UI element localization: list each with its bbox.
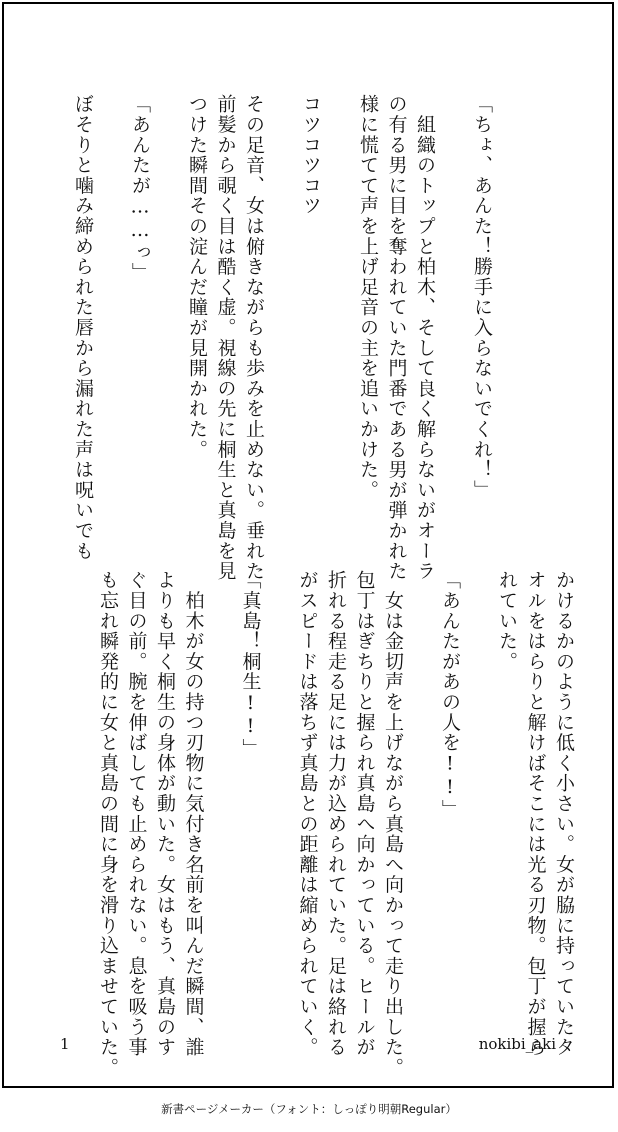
text-line: れていた。 [496,570,518,672]
text-line: の有る男に目を奪われていた門番である男が弾かれた [385,94,408,582]
text-line: オルをはらりと解けばそこには光る刃物。包丁が握ら [524,570,547,1058]
text-line: よりも早く桐生の身体が動いた。女はもう、真島のす [154,570,176,1058]
text-line: ぐ目の前。腕を伸ばしても止められない。息を吸う事 [125,570,148,1058]
text-line: 「真島！桐生!!」 [239,570,262,759]
text-line: 包丁はぎちりと握られ真島へ向かっている。ヒールが [353,570,376,1058]
footer-credit: 新書ページメーカー（フォント：しっぽり明朝Regular） [161,1102,457,1116]
text-line: その足音、女は俯きながらも歩みを止めない。垂れた [243,94,265,582]
blank-line [208,570,237,1004]
blank-line [97,94,126,528]
upper-text-block [54,94,496,582]
blank-line [268,94,297,528]
text-line: ぼそりと噛み締められた唇から漏れた声は呪いでも [72,94,94,561]
blank-line [154,94,183,528]
blank-line [265,570,294,1004]
text-line: 女は金切声を上げながら真島へ向かって走り出した。 [382,570,404,1078]
text-line: も忘れ瞬発的に女と真島の間に身を滑り込ませていた。 [97,570,119,1078]
blank-line [439,94,468,528]
text-line: 前髪から覗く目は酷く虚。視線の先に桐生と真島を見 [214,94,237,582]
text-line: 「あんたがあの人を!!」 [439,570,461,820]
page-number: 1 [60,1035,70,1053]
text-line: かけるかのように低く小さい。女が脇に持っていたタ [553,570,575,1058]
author-name: nokibi_aki [478,1035,556,1053]
blank-line [407,570,436,1004]
text-line: 「あんたが……っ」 [129,94,151,283]
text-line: 組織のトップと柏木、そして良く解らないがオーラ [414,94,436,582]
blank-line [325,94,354,528]
text-line: 様に慌てて声を上げ足音の主を追いかけた。 [357,94,379,500]
text-line: コツコツコツ [300,94,322,216]
text-line: 「ちょ、あんた！勝手に入らないでくれ！」 [471,94,493,500]
text-line: がスピードは落ちず真島との距離は縮められていく。 [296,570,319,1058]
blank-line [464,570,493,1004]
text-line: つけた瞬間その淀んだ瞳が見開かれた。 [186,94,208,460]
text-line: 柏木が女の持つ刃物に気付き名前を叫んだ瞬間、誰 [182,570,205,1058]
text-line: 折れる程走る足には力が込められていた。足は絡れる [325,570,347,1058]
